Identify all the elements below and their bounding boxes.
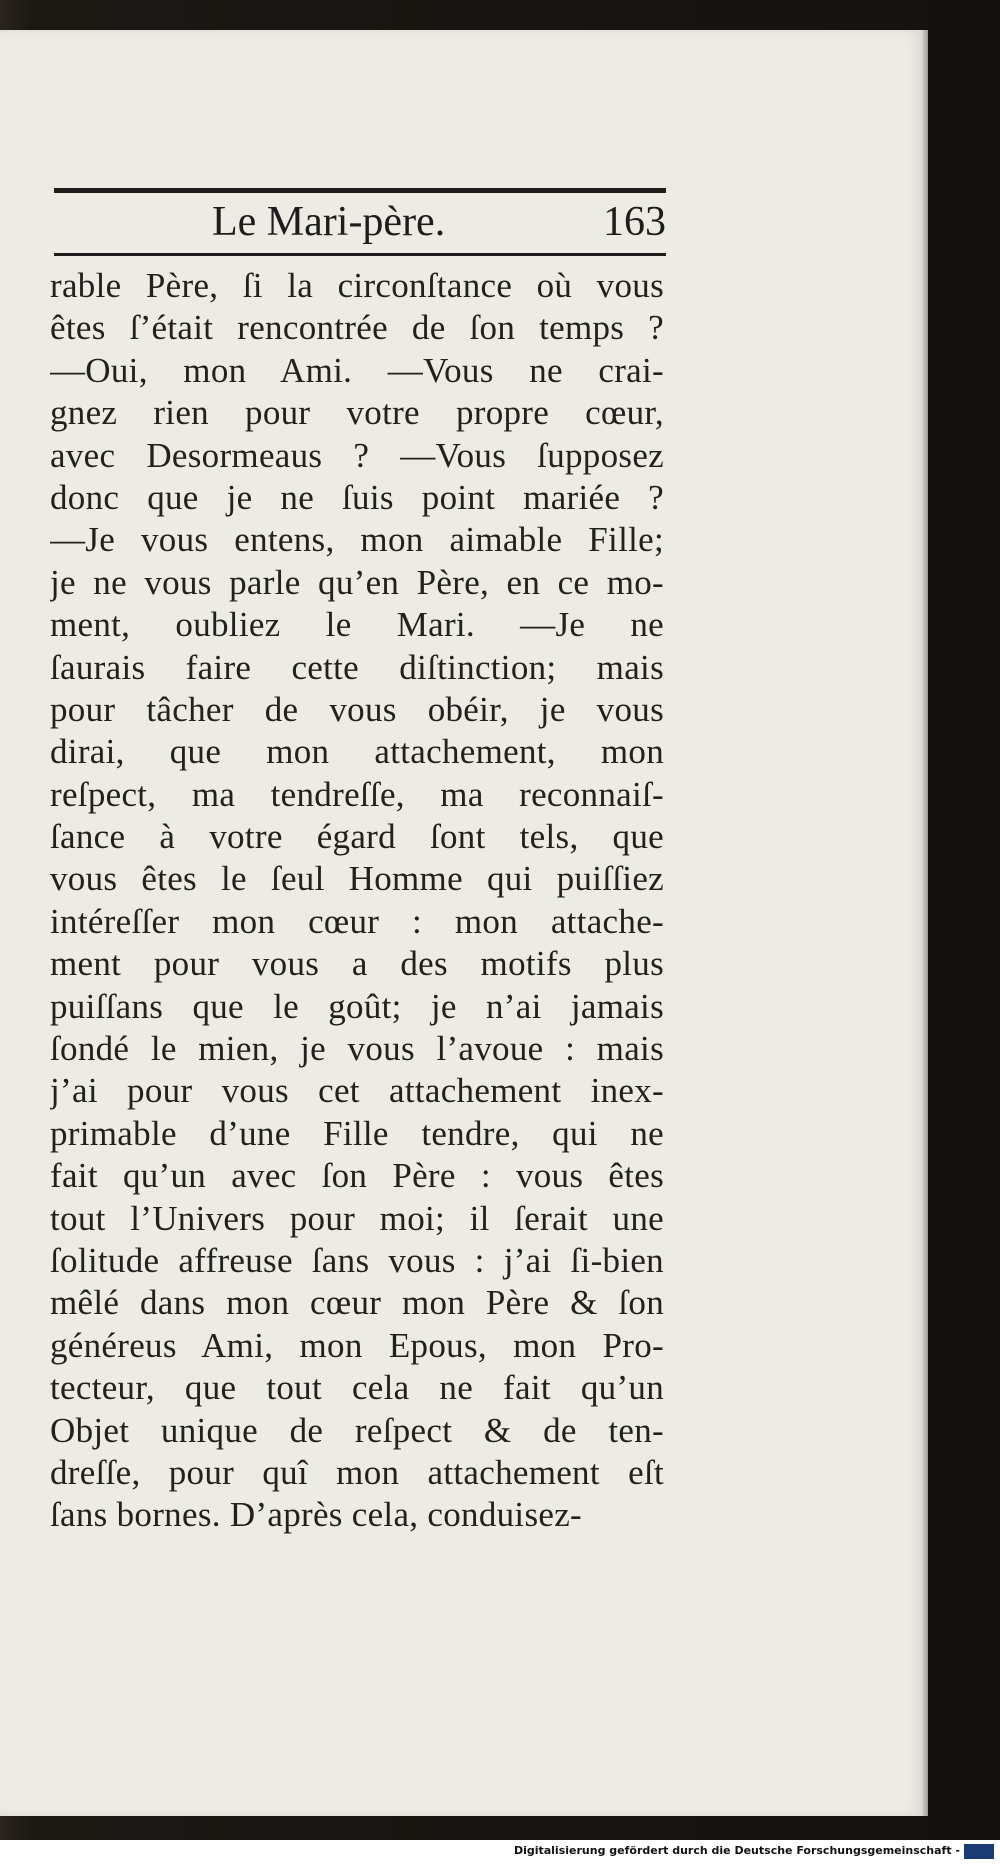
text-line: dreſſe, pour quî mon attachement eſt xyxy=(50,1452,664,1492)
text-line: dirai, que mon attachement, mon xyxy=(50,732,664,772)
text-line: ſondé le mien, je vous l’avoue : mais xyxy=(50,1029,664,1069)
running-header xyxy=(54,196,666,252)
text-line: ment pour vous a des motifs plus xyxy=(50,944,664,984)
text-line: puiſſans que le goût; je n’ai jamais xyxy=(50,986,664,1026)
text-line: avec Desormeaus ? —Vous ſupposez xyxy=(50,435,664,475)
text-line: ſance à votre égard ſont tels, que xyxy=(50,817,664,857)
text-line: donc que je ne ſuis point mariée ? xyxy=(50,477,664,517)
page-number: 163 xyxy=(603,199,666,245)
text-line: reſpect, ma tendreſſe, ma reconnaiſ- xyxy=(50,774,664,814)
text-line: êtes ſ’était rencontrée de ſon temps ? xyxy=(50,308,664,348)
text-line: Objet unique de reſpect & de ten- xyxy=(50,1410,664,1450)
text-line: ſans bornes. D’après cela, conduisez- xyxy=(50,1495,582,1535)
digitization-footer xyxy=(0,1840,1000,1864)
text-line: vous êtes le ſeul Homme qui puiſſiez xyxy=(50,859,664,899)
funding-credit: Digitalisierung gefördert durch die Deutsche Forschungsgemeinschaft - xyxy=(513,1844,960,1857)
body-text xyxy=(50,265,664,1537)
page-edge xyxy=(922,30,928,1816)
text-line: je ne vous parle qu’en Père, en ce mo- xyxy=(50,562,664,602)
text-line: ſolitude affreuse ſans vous : j’ai ſi-bien xyxy=(50,1240,664,1280)
text-line: généreus Ami, mon Epous, mon Pro- xyxy=(50,1325,664,1365)
text-line: primable d’une Fille tendre, qui ne xyxy=(50,1113,664,1153)
text-line: fait qu’un avec ſon Père : vous êtes xyxy=(50,1156,664,1196)
dfg-logo xyxy=(964,1844,994,1859)
running-title: Le Mari-père. xyxy=(212,199,446,245)
text-line: tecteur, que tout cela ne fait qu’un xyxy=(50,1368,664,1408)
header-rule-bottom xyxy=(54,253,666,256)
text-line: j’ai pour vous cet attachement inex- xyxy=(50,1071,664,1111)
text-line: intéreſſer mon cœur : mon attache- xyxy=(50,901,664,941)
text-line: ment, oubliez le Mari. —Je ne xyxy=(50,605,664,645)
text-line: ſaurais faire cette diſtinction; mais xyxy=(50,647,664,687)
text-line: pour tâcher de vous obéir, je vous xyxy=(50,689,664,729)
text-line: gnez rien pour votre propre cœur, xyxy=(50,393,664,433)
header-rule-top xyxy=(54,188,666,193)
text-line: mêlé dans mon cœur mon Père & ſon xyxy=(50,1283,664,1323)
text-line: —Je vous entens, mon aimable Fille; xyxy=(50,520,664,560)
text-line: —Oui, mon Ami. —Vous ne crai- xyxy=(50,350,664,390)
text-line: rable Père, ſi la circonſtance où vous xyxy=(50,266,664,305)
text-line: tout l’Univers pour moi; il ſerait une xyxy=(50,1198,664,1238)
